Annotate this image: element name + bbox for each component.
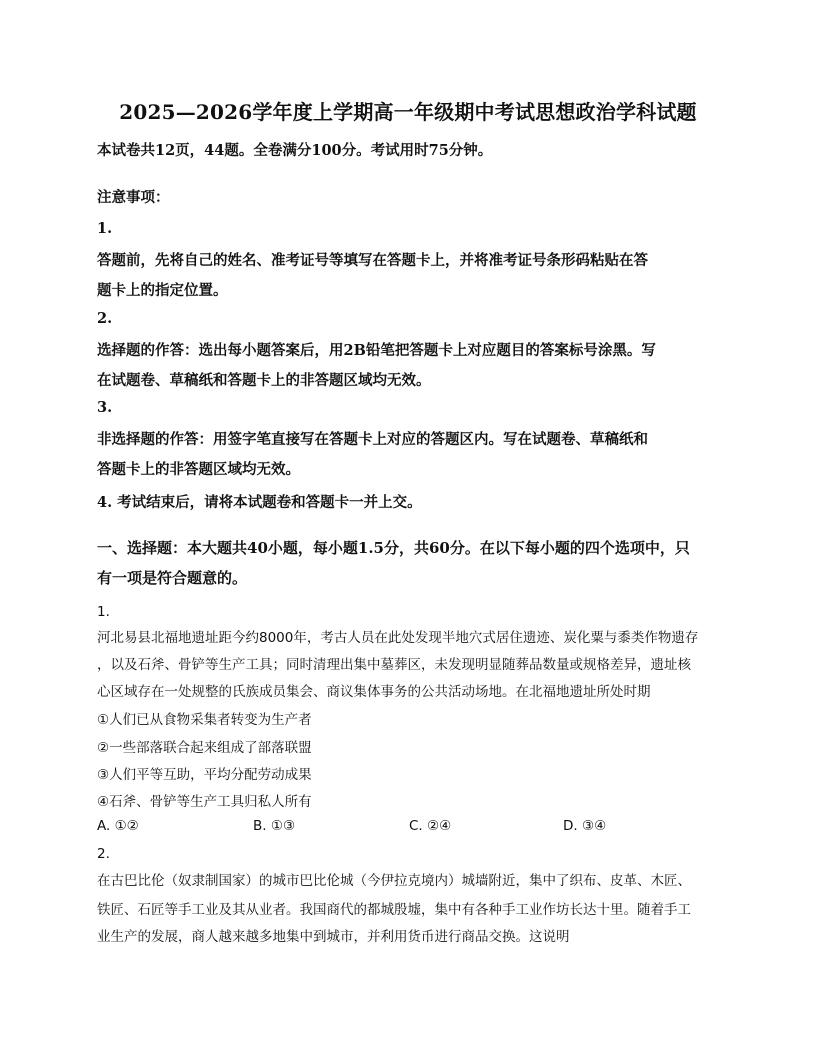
question-2-stem-line-2: 铁匠、石匠等手工业及其从业者。我国商代的都城殷墟，集中有各种手工业作坊长达十里。随着手工 [97, 902, 691, 918]
question-2-stem-line-1: 在古巴比伦（奴隶制国家）的城市巴比伦城（今伊拉克境内）城墙附近，集中了织布、皮革、木匠、 [97, 873, 691, 889]
notice-1-line-2: 题卡上的指定位置。 [97, 282, 228, 299]
question-1-option-c[interactable]: C. ②④ [409, 818, 452, 834]
section-heading-line-2: 有一项是符合题意的。 [97, 569, 248, 587]
notice-2-line-2: 在试题卷、草稿纸和答题卡上的非答题区域均无效。 [97, 372, 431, 389]
question-1-statement-2: ②一些部落联合起来组成了部落联盟 [97, 740, 312, 756]
section-heading-line-1: 一、选择题：本大题共40小题，每小题1.5分，共60分。在以下每小题的四个选项中，只 [97, 539, 690, 557]
question-2-stem-line-3: 业生产的发展，商人越来越多地集中到城市，并利用货币进行商品交换。这说明 [97, 929, 570, 945]
question-1-option-d[interactable]: D. ③④ [563, 818, 607, 834]
notice-3-number: 3. [97, 399, 113, 416]
notice-1-line-1: 答题前，先将自己的姓名、准考证号等填写在答题卡上，并将准考证号条形码粘贴在答 [97, 252, 648, 269]
question-1-statement-4: ④石斧、骨铲等生产工具归私人所有 [97, 794, 312, 810]
notice-3-line-2: 答题卡上的非答题区域均无效。 [97, 461, 300, 478]
question-1-options [97, 818, 727, 836]
question-1-stem-line-3: 心区域存在一处规整的氏族成员集会、商议集体事务的公共活动场地。在北福地遗址所处时期 [97, 684, 651, 700]
notice-heading: 注意事项： [97, 189, 170, 206]
question-1-option-b[interactable]: B. ①③ [253, 818, 296, 834]
question-1-stem-line-1: 河北易县北福地遗址距今约8000年，考古人员在此处发现半地穴式居住遗迹、炭化粟与黍类作物遗存 [97, 630, 699, 646]
exam-intro: 本试卷共12页，44题。全卷满分100分。考试用时75分钟。 [97, 142, 493, 159]
notice-2-line-1: 选择题的作答：选出每小题答案后，用2B铅笔把答题卡上对应题目的答案标号涂黑。写 [97, 342, 656, 359]
notice-1-number: 1. [97, 220, 113, 237]
question-1-number: 1. [97, 604, 110, 620]
question-1-statement-3: ③人们平等互助，平均分配劳动成果 [97, 767, 312, 783]
notice-2-number: 2. [97, 310, 113, 327]
page-title: 2025—2026学年度上学期高一年级期中考试思想政治学科试题 [119, 100, 697, 124]
question-2-number: 2. [97, 846, 110, 862]
notice-4-line-1: 4. 考试结束后，请将本试题卷和答题卡一并上交。 [97, 494, 422, 511]
question-1-statement-1: ①人们已从食物采集者转变为生产者 [97, 712, 312, 728]
question-1-option-a[interactable]: A. ①② [97, 818, 139, 834]
notice-3-line-1: 非选择题的作答：用签字笔直接写在答题卡上对应的答题区内。写在试题卷、草稿纸和 [97, 431, 648, 448]
question-1-stem-line-2: ，以及石斧、骨铲等生产工具；同时清理出集中墓葬区，未发现明显随葬品数量或规格差异，遗址核 [97, 657, 691, 673]
